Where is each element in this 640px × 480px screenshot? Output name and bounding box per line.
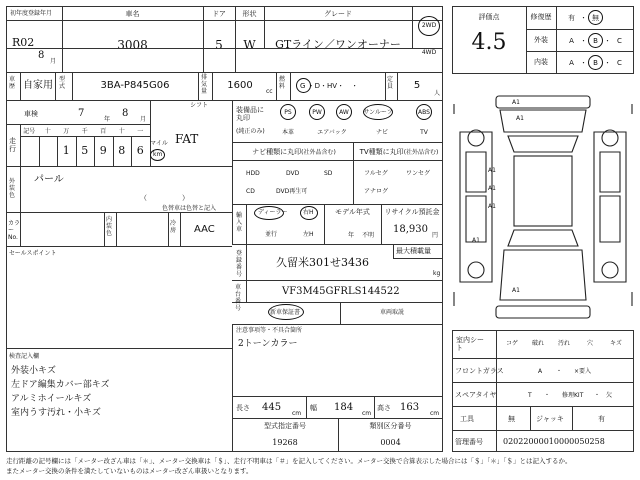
inspection-month-unit: 月	[140, 116, 147, 123]
height-label: 高さ	[377, 404, 391, 412]
plate-value: 久留米301せ3436	[276, 256, 369, 269]
grade-value: GTライン／ワンオーナー	[275, 38, 401, 51]
navi-dvd-play: DVD再生可	[276, 188, 308, 195]
diagram-mark-4: A1	[488, 185, 496, 192]
shift-value: FAT	[175, 132, 199, 146]
model-label: 型式	[59, 76, 66, 90]
mileage-col-label: 一	[137, 128, 144, 135]
class-label: 類別区分番号	[369, 422, 412, 430]
rating-option: 無	[592, 14, 599, 22]
front-glass-option: ×要入	[574, 368, 592, 375]
inspector-line-2: 左ドア編集カバー部キズ	[11, 380, 110, 390]
warranty-new-car: 新車保証書	[270, 309, 301, 316]
import-parallel: 並行	[265, 231, 278, 238]
mileage-digit: 5	[81, 144, 89, 157]
model-year-label: モデル年式	[335, 208, 370, 216]
spec-label: 型式指定番号	[264, 422, 306, 430]
import-label: 輸入車	[236, 212, 243, 233]
length-unit: cm	[292, 410, 302, 417]
management-label: 管理番号	[455, 438, 483, 446]
navi-label-text: ナビ種類に丸印	[252, 148, 302, 156]
fuel-label: 燃料	[279, 76, 286, 90]
equipment-item: ABS	[418, 109, 430, 116]
spare-option: ・	[594, 392, 601, 399]
drive-2wd: 2WD	[421, 22, 437, 29]
seat-option: 破れ	[531, 340, 544, 347]
footer-note-2: またメーター交換の条件を満たしていないものはメーター改ざん車扱いとなります。	[6, 467, 253, 475]
aircon-label: 冷房	[170, 220, 177, 234]
door-value: 5	[215, 38, 223, 52]
score-value: 4.5	[471, 30, 507, 55]
recycle-value: 18,930	[393, 224, 428, 235]
tv-analog: アナログ	[364, 188, 389, 195]
grade-label: グレード	[324, 10, 352, 18]
rating-option: C	[617, 37, 622, 45]
navi-label-sub: (社外品含む)	[301, 149, 336, 156]
max-load-unit: kg	[433, 270, 441, 277]
reg-month-unit: 月	[50, 58, 57, 65]
front-glass-option: ・	[556, 368, 563, 375]
tv-label-sub: (社外品含む)	[403, 149, 439, 156]
rating-option: A	[569, 59, 574, 67]
repair-label: 修復歴	[530, 13, 552, 21]
spare-option: 修理KIT	[562, 392, 584, 399]
shape-value: W	[243, 38, 256, 52]
rating-option: ・	[580, 37, 587, 45]
navi-sd: SD	[324, 170, 333, 177]
displacement-value: 1600	[227, 80, 253, 91]
jack-value: 有	[598, 415, 605, 423]
diagram-mark-3: A1	[488, 167, 496, 174]
mileage-col-label: 十	[44, 128, 51, 135]
exterior-note: 色替車は色替と記入	[162, 205, 217, 212]
mileage-col-label: 十	[118, 128, 125, 135]
model-value: 3BA-P845G06	[100, 80, 170, 91]
width-unit: cm	[362, 410, 372, 417]
equipment-item: PW	[312, 109, 322, 116]
equipment-item: PS	[284, 109, 292, 116]
diagram-mark-2: A1	[516, 115, 524, 122]
rating-option: A	[569, 37, 574, 45]
rating-option: B	[593, 37, 598, 45]
jack-label: ジャッキ	[536, 415, 564, 423]
mileage-col-label: 千	[81, 128, 88, 135]
length-label: 長さ	[236, 404, 250, 412]
height-unit: cm	[430, 410, 440, 417]
inspector-line-3: アルミホイールキズ	[11, 394, 92, 404]
reg-era: R02	[12, 36, 35, 49]
spare-label: スペアタイヤ	[455, 391, 497, 399]
car-name-label: 車名	[125, 10, 140, 18]
shift-label: シフト	[190, 102, 209, 109]
equipment-item: サンルーフ	[363, 109, 393, 116]
aircon-value: AAC	[194, 224, 215, 235]
remarks-label: 注意事項等・不具合箇所	[236, 327, 303, 334]
reg-date-label: 初年度登録年月	[10, 10, 53, 17]
diagram-mark-5: A1	[488, 203, 496, 210]
footer-note-1: 走行距離の記号欄には「メーター改ざん車は「＊」、メーター交換車は「＄」、走行不明車は「＃」を記入してください。メーター交換で合算表示した場合には「＄」「＊」「＄」とは記入するか。	[6, 457, 572, 465]
mileage-col-divider	[39, 136, 40, 166]
mileage-col-label: 百	[100, 128, 107, 135]
spare-option: ・	[544, 392, 551, 399]
inspector-line-1: 外装小キズ	[11, 366, 56, 376]
front-glass-label: フロントガラス	[455, 367, 504, 375]
front-glass-option: A	[538, 368, 543, 375]
tv-label	[355, 148, 443, 156]
tv-oneseg: ワンセグ	[406, 170, 431, 177]
mileage-col-label: 記号	[23, 128, 36, 135]
rating-option: 有	[568, 14, 575, 22]
exterior-label: 外装色	[9, 178, 16, 199]
mileage-header-line	[20, 136, 150, 137]
seat-option: コゲ	[505, 340, 518, 347]
chassis-label: 車台番号	[235, 284, 242, 312]
equipment-sub: (純正のみ)	[236, 128, 265, 135]
seat-option: 穴	[586, 340, 593, 347]
spec-value: 19268	[272, 438, 298, 447]
inspection-month: 8	[122, 108, 129, 119]
sales-point-label: セールスポイント	[9, 250, 57, 257]
mileage-col-label: 万	[63, 128, 70, 135]
exterior-paren: （ ）	[140, 194, 189, 202]
usage-value: 自家用	[23, 80, 53, 91]
rating-option: B	[593, 59, 598, 67]
import-dealer: ディーラー	[258, 209, 288, 216]
mileage-digit: 1	[62, 144, 70, 157]
inspection-label: 車検	[24, 110, 38, 118]
mileage-digit: 9	[99, 144, 107, 157]
equipment-item: TV	[420, 129, 428, 136]
equipment-item: ナビ	[375, 129, 388, 136]
interior-color-label: 内装色	[106, 216, 113, 237]
width-label: 幅	[310, 404, 317, 412]
rating-option: ・	[580, 14, 587, 22]
diagram-mark-6: A1	[472, 237, 480, 244]
tools-value: 無	[508, 415, 515, 423]
displacement-label: 排気量	[201, 74, 208, 95]
drive-4wd: 4WD	[421, 49, 437, 56]
inspection-year-unit: 年	[104, 116, 111, 123]
import-handle-right: 右H	[303, 209, 314, 216]
height-value: 163	[400, 402, 420, 413]
rating-option: ・	[604, 59, 611, 67]
warranty-record: 車両取説	[380, 309, 405, 316]
spare-option: T	[528, 392, 532, 399]
mileage-label: 走行	[9, 137, 16, 153]
equipment-item: AW	[339, 109, 349, 116]
score-label: 評価点	[478, 13, 500, 21]
seat-option: キズ	[610, 340, 622, 347]
model-year-unit: 年	[348, 232, 355, 239]
door-label: ドア	[212, 10, 226, 18]
import-handle-left: 左H	[303, 231, 314, 238]
usage-label: 車歴	[9, 76, 16, 90]
displacement-unit: cc	[266, 88, 273, 95]
model-year-unknown: 不明	[362, 232, 375, 239]
car-diagram	[452, 92, 634, 322]
tools-label: 工具	[460, 415, 474, 423]
exterior-value: パール	[34, 174, 64, 185]
diagram-mark-1: A1	[512, 99, 520, 106]
capacity-unit: 人	[434, 90, 441, 97]
fuel-options: G ・D・HV・ ・	[300, 82, 359, 90]
inspector-label: 検査記入欄	[9, 353, 40, 360]
shape-label: 形状	[242, 10, 257, 18]
equipment-label: 装備品に丸印	[236, 106, 264, 122]
chassis-value: VF3M45GFRLS144522	[282, 286, 400, 297]
length-value: 445	[262, 402, 282, 413]
navi-cd: CD	[246, 188, 255, 195]
interior-rating-label: 内装	[534, 58, 548, 66]
inspection-year: 7	[78, 108, 85, 119]
capacity-label: 定員	[387, 76, 394, 90]
exterior-rating-label: 外装	[534, 36, 548, 44]
navi-hdd: HDD	[246, 170, 260, 177]
recycle-unit: 円	[432, 232, 439, 239]
equipment-item: 本革	[281, 129, 294, 136]
mileage-unit-mile: マイル	[150, 140, 168, 147]
management-value: 02022000010000050258	[503, 437, 605, 446]
car-name-value: 3008	[117, 38, 148, 52]
reg-month: 8	[38, 50, 45, 61]
rating-option: ・	[580, 59, 587, 67]
navi-label	[236, 148, 352, 156]
rating-option: ・	[604, 37, 611, 45]
width-value: 184	[334, 402, 354, 413]
spare-option: 欠	[606, 392, 613, 399]
mileage-unit-km: km	[153, 151, 163, 158]
class-value: 0004	[380, 438, 401, 447]
car-outline	[454, 96, 632, 318]
plate-label: 登録番号	[236, 250, 243, 278]
color-no-label: カラーNo.	[8, 220, 21, 241]
capacity-value: 5	[413, 80, 421, 91]
diagram-mark-7: A1	[512, 287, 520, 294]
remarks-value: 2トーンカラー	[238, 339, 298, 349]
rating-option: C	[617, 59, 622, 67]
inspector-line-4: 室内うす汚れ・小キズ	[11, 408, 101, 418]
navi-dvd: DVD	[286, 170, 300, 177]
mileage-digit: 8	[118, 144, 126, 157]
seat-option: 汚れ	[557, 340, 570, 347]
mileage-digit: 6	[136, 144, 144, 157]
seat-label: 室内シート	[456, 336, 484, 352]
tv-label-text: TV種類に丸印	[359, 148, 404, 156]
equipment-item: エアバック	[317, 129, 347, 136]
recycle-label: リサイクル預託金	[384, 208, 440, 216]
max-load-label: 最大積載量	[396, 247, 431, 255]
tv-fullseg: フルセグ	[364, 170, 388, 177]
